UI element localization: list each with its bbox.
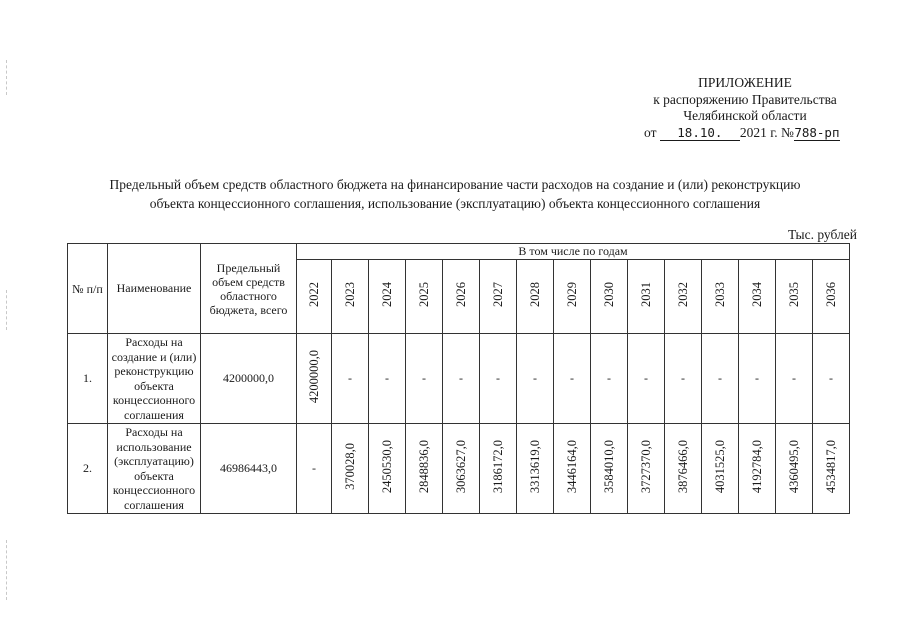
header-total: Предельный объем средств областного бюджета, всего — [201, 244, 297, 334]
value-text: - — [755, 371, 759, 385]
year-label: 2024 — [379, 282, 394, 307]
year-label: 2022 — [306, 282, 321, 307]
year-value-2022 — [297, 334, 332, 424]
value-text: - — [718, 371, 722, 385]
value-text: - — [422, 371, 426, 385]
year-header-2029 — [554, 260, 591, 334]
value-text: 370028,0 — [342, 443, 357, 490]
year-value-2028 — [517, 424, 554, 514]
year-value-2031 — [628, 334, 665, 424]
value-text: - — [459, 371, 463, 385]
year-value-2030 — [591, 424, 628, 514]
year-value-2032 — [665, 424, 702, 514]
year-value-2024 — [369, 424, 406, 514]
table-row — [68, 424, 850, 514]
year-value-2033 — [702, 424, 739, 514]
year-value-2028 — [517, 334, 554, 424]
value-text: - — [607, 371, 611, 385]
value-text: 3584010,0 — [601, 439, 616, 494]
value-text: - — [312, 461, 316, 475]
year-header-2028 — [517, 260, 554, 334]
year-value-2025 — [406, 424, 443, 514]
budget-table — [67, 243, 850, 514]
appendix-line-1: к распоряжению Правительства — [653, 91, 837, 107]
value-text: - — [533, 371, 537, 385]
appendix-header — [600, 75, 890, 125]
value-text: - — [570, 371, 574, 385]
year-value-2030 — [591, 334, 628, 424]
year-header-2024 — [369, 260, 406, 334]
year-value-2023 — [332, 334, 369, 424]
row-total: 46986443,0 — [201, 424, 297, 514]
value-text: 2848836,0 — [416, 439, 431, 494]
year-value-2032 — [665, 334, 702, 424]
value-text: - — [829, 371, 833, 385]
value-text: 4534817,0 — [823, 439, 838, 494]
scan-margin-mark-middle — [6, 290, 8, 330]
appendix-title: ПРИЛОЖЕНИЕ — [698, 75, 792, 90]
decree-number: 788-рп — [794, 125, 840, 140]
value-text: - — [348, 371, 352, 385]
year-header-2035 — [776, 260, 813, 334]
value-text: 2450530,0 — [379, 439, 394, 494]
value-text: - — [385, 371, 389, 385]
year-value-2027 — [480, 424, 517, 514]
value-text: - — [792, 371, 796, 385]
year-label: 2027 — [490, 282, 505, 307]
header-years-group: В том числе по годам — [297, 244, 850, 260]
value-text: 4192784,0 — [749, 439, 764, 494]
year-header-2033 — [702, 260, 739, 334]
header-name: Наименование — [108, 244, 201, 334]
row-total: 4200000,0 — [201, 334, 297, 424]
year-value-2035 — [776, 334, 813, 424]
header-row-top — [68, 244, 850, 260]
year-header-2025 — [406, 260, 443, 334]
year-value-2034 — [739, 334, 776, 424]
year-label: 2030 — [601, 282, 616, 307]
date-prefix: от — [644, 125, 657, 140]
row-name: Расходы на использование (эксплуатацию) объекта концессионного соглашения — [108, 424, 201, 514]
value-text: 3313619,0 — [527, 439, 542, 494]
year-value-2025 — [406, 334, 443, 424]
year-value-2029 — [554, 334, 591, 424]
row-name: Расходы на создание и (или) реконструкцию объекта концессионного соглашения — [108, 334, 201, 424]
value-text: 4360495,0 — [786, 439, 801, 494]
year-label: 2026 — [453, 282, 468, 307]
year-value-2034 — [739, 424, 776, 514]
year-value-2026 — [443, 424, 480, 514]
year-value-2035 — [776, 424, 813, 514]
value-text: 3876466,0 — [675, 439, 690, 494]
year-header-2030 — [591, 260, 628, 334]
value-text: 3186172,0 — [490, 439, 505, 494]
year-label: 2029 — [564, 282, 579, 307]
year-label: 2028 — [527, 282, 542, 307]
row-number: 2. — [68, 424, 108, 514]
value-text: 3446164,0 — [564, 439, 579, 494]
scan-margin-mark-top — [6, 60, 8, 95]
units-label: Тыс. рублей — [787, 227, 857, 242]
year-value-2036 — [813, 424, 850, 514]
value-text: 4031525,0 — [712, 439, 727, 494]
year-label: 2035 — [786, 282, 801, 307]
year-value-2026 — [443, 334, 480, 424]
year-value-2022 — [297, 424, 332, 514]
value-text: - — [681, 371, 685, 385]
year-value-2024 — [369, 334, 406, 424]
value-text: 3063627,0 — [453, 439, 468, 494]
year-label: 2031 — [638, 282, 653, 307]
year-value-2023 — [332, 424, 369, 514]
year-value-2031 — [628, 424, 665, 514]
year-label: 2036 — [823, 282, 838, 307]
header-num: № п/п — [68, 244, 108, 334]
value-text: 4200000,0 — [306, 349, 321, 404]
year-text: 2021 г. № — [739, 125, 794, 140]
value-text: 3727370,0 — [638, 439, 653, 494]
year-label: 2032 — [675, 282, 690, 307]
year-label: 2025 — [416, 282, 431, 307]
year-value-2029 — [554, 424, 591, 514]
appendix-line-2: Челябинской области — [683, 108, 807, 123]
year-header-2031 — [628, 260, 665, 334]
year-header-2034 — [739, 260, 776, 334]
year-value-2036 — [813, 334, 850, 424]
value-text: - — [644, 371, 648, 385]
year-label: 2033 — [712, 282, 727, 307]
value-text: - — [496, 371, 500, 385]
year-header-2022 — [297, 260, 332, 334]
scan-margin-mark-bottom — [6, 540, 8, 600]
date-value: 18.10. — [660, 126, 740, 141]
document-title-line-1: Предельный объем средств областного бюджета на финансирование части расходов на создание и (или) реконструкцию — [109, 177, 801, 192]
appendix-date-line — [644, 125, 840, 141]
year-header-2026 — [443, 260, 480, 334]
year-header-2036 — [813, 260, 850, 334]
year-header-2032 — [665, 260, 702, 334]
year-value-2033 — [702, 334, 739, 424]
year-header-2027 — [480, 260, 517, 334]
document-title-line-2: объекта концессионного соглашения, использование (эксплуатацию) объекта концессионного соглашения — [149, 196, 761, 211]
year-header-2023 — [332, 260, 369, 334]
year-value-2027 — [480, 334, 517, 424]
table-row — [68, 334, 850, 424]
row-number: 1. — [68, 334, 108, 424]
year-label: 2034 — [749, 282, 764, 307]
year-label: 2023 — [342, 282, 357, 307]
document-title — [40, 175, 870, 213]
